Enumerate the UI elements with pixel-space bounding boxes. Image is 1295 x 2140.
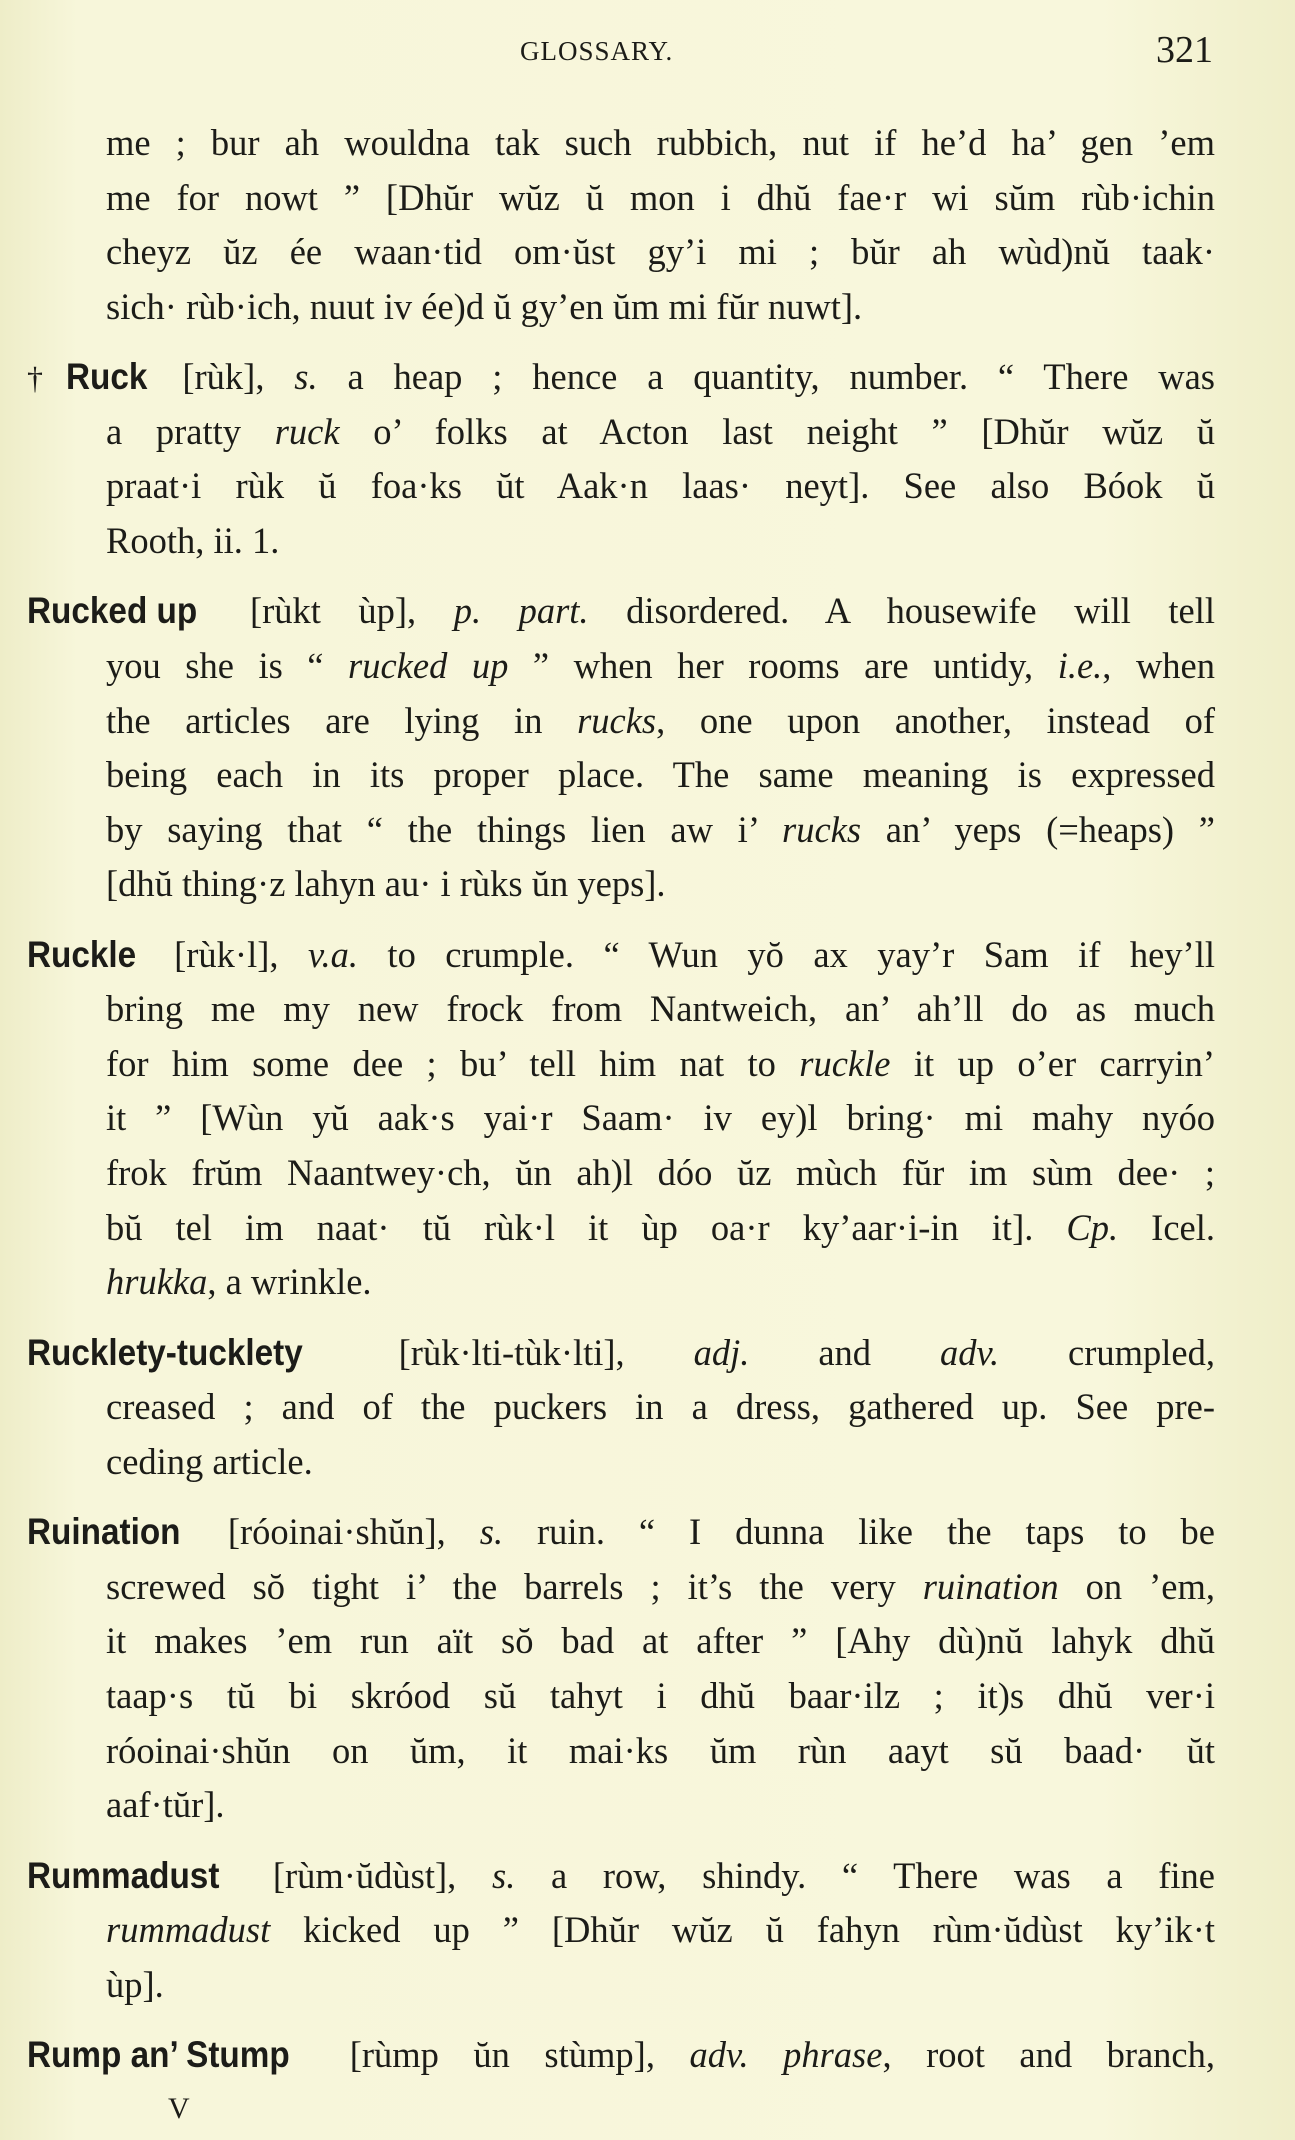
italic-text: s. [294,356,318,398]
text-line [27,1326,1215,1381]
text-run: , root and branch, [882,2034,1215,2076]
text-line [27,1669,1215,1724]
glossary-entry [27,2028,1215,2083]
text-run: ceding article. [106,1440,313,1482]
headword: Ruck [65,356,148,398]
text-run: crumpled, [999,1331,1216,1373]
italic-text: rummadust [106,1909,271,1951]
text-line [27,1435,1215,1490]
text-run: taap·s tŭ bi skróod sŭ tahyt i dhŭ baar·ilz ; it)s dhŭ ver·i [106,1675,1215,1717]
running-title: GLOSSARY. [520,36,674,66]
text-line [27,350,1215,405]
text-line [27,225,1215,280]
text-run: bŭ tel im naat· tŭ rùk·l it ùp oa·r ky’aar·i-in it]. [106,1206,1067,1248]
text-run: for him some dee ; bu’ tell him nat to [106,1042,800,1084]
italic-text: rucks [782,808,862,850]
text-run: on ’em, [1058,1565,1215,1607]
page-number: 321 [1156,29,1213,71]
glossary-entry [27,928,1215,1310]
text-run: the articles are lying in [106,699,578,741]
text-run: screwed sŏ tight i’ the barrels ; it’s the very [106,1565,923,1607]
dagger-mark: † [27,360,64,397]
text-run: you she is “ [106,644,349,686]
italic-text: i.e. [1057,644,1103,686]
text-run: and [749,1331,940,1373]
text-run: praat·i rùk ŭ foa·ks ŭt Aak·n laas· neyt]. See also Bóok ŭ [106,465,1215,507]
text-run: by saying that “ the things lien aw i’ [106,808,783,850]
italic-text: Cp. [1066,1206,1119,1248]
text-run: [róoinai·shŭn], [193,1511,480,1553]
glossary-entry [27,1849,1215,2013]
text-line [27,1560,1215,1615]
italic-text: hrukka [106,1261,208,1303]
text-line [27,1958,1215,2013]
text-line [27,803,1215,858]
text-run: [dhŭ thing·z lahyn au· i rùks ŭn yeps]. [106,863,666,905]
text-run: ” when her rooms are untidy, [508,644,1058,686]
text-run: Rooth, ii. 1. [106,519,280,561]
text-run: Icel. [1118,1206,1215,1248]
text-run: a row, shindy. “ There was a fine [515,1854,1215,1896]
text-run: it makes ’em run aït sŏ bad at after ” [Ahy dù)nŭ lahyk dhŭ [106,1620,1215,1662]
italic-text: rucked up [348,644,509,686]
text-line [27,748,1215,803]
signature-mark: V [168,2092,190,2125]
text-line [27,171,1215,226]
italic-text: s. [479,1511,504,1553]
text-run: being each in its proper place. The same meaning is expressed [106,754,1215,796]
text-line [27,639,1215,694]
glossary-body [27,116,1215,2083]
italic-text: ruination [922,1565,1059,1607]
text-line [27,514,1215,569]
text-line [27,405,1215,460]
text-line [27,1091,1215,1146]
text-line [27,1146,1215,1201]
text-line [27,1614,1215,1669]
text-run: o’ folks at Acton last neight ” [Dhŭr wŭz ŭ [339,410,1215,452]
running-head [0,30,1295,80]
text-line [27,1724,1215,1779]
text-run: ùp]. [106,1963,164,2005]
text-line [27,1201,1215,1256]
text-line [27,116,1215,171]
text-run: [rùk], [152,356,295,398]
text-line [27,280,1215,335]
italic-text: v.a. [307,933,358,975]
text-line [27,2028,1215,2083]
italic-text: rucks [577,699,657,741]
text-line [27,459,1215,514]
text-run: [rùk·l], [144,933,308,975]
text-run: creased ; and of the puckers in a dress, gathered up. See pre- [106,1386,1215,1428]
headword: Rucked up [27,590,198,632]
text-line [27,982,1215,1037]
text-run: to crumple. “ Wun yŏ ax yay’r Sam if hey’ll [357,933,1215,975]
text-run: it up o’er carryin’ [890,1042,1215,1084]
text-run: disordered. A housewife will tell [588,590,1215,632]
text-run: , a wrinkle. [207,1261,372,1303]
text-run: sich· rùb·ich, nuut iv ée)d ŭ gy’en ŭm mi fŭr nuwt]. [106,285,863,327]
text-run: ruin. “ I dunna like the taps to be [503,1511,1216,1553]
text-line [27,584,1215,639]
headword: Ruckle [27,933,137,975]
text-run: [rùk·lti-tùk·lti], [329,1331,694,1373]
text-run: me ; bur ah wouldna tak such rubbich, nut if he’d ha’ gen ’em [106,122,1215,163]
glossary-entry [27,1505,1215,1833]
text-line [27,928,1215,983]
text-line [27,1037,1215,1092]
text-line [27,1255,1215,1310]
text-run: aaf·tŭr]. [106,1784,225,1826]
text-run: cheyz ŭz ée waan·tid om·ŭst gy’i mi ; bŭr ah wùd)nŭ taak· [106,231,1215,273]
headword: Rummadust [27,1854,220,1896]
text-run: [rùkt ùp], [212,590,454,632]
italic-text: adv. [939,1331,1000,1373]
italic-text: adv. phrase [689,2034,883,2076]
text-line [27,1778,1215,1833]
text-line [27,1903,1215,1958]
text-run: , when [1102,644,1215,686]
glossary-entry-continued [27,116,1215,334]
italic-text: s. [491,1854,516,1896]
text-run: a heap ; hence a quantity, number. “ There was [317,356,1216,398]
text-line [27,1380,1215,1435]
text-run: an’ yeps (=heaps) ” [861,808,1215,850]
glossary-entry [27,1326,1215,1490]
text-run: me for nowt ” [Dhŭr wŭz ŭ mon i dhŭ fae·r wi sŭm rùb·ichin [106,176,1215,218]
text-line [27,1849,1215,1904]
headword: Rump an’ Stump [27,2034,290,2076]
glossary-entry [27,584,1215,912]
text-run: róoinai·shŭn on ŭm, it mai·ks ŭm rùn aayt sŭ baad· ŭt [106,1729,1215,1771]
text-run: frok frŭm Naantwey·ch, ŭn ah)l dóo ŭz mùch fŭr im sùm dee· ; [106,1152,1215,1194]
text-run: [rùmp ŭn stùmp], [315,2034,690,2076]
text-line [27,694,1215,749]
italic-text: ruck [274,410,340,452]
italic-text: adj. [693,1331,750,1373]
italic-text: ruckle [799,1042,891,1084]
headword: Rucklety-tucklety [27,1331,303,1373]
text-run: , one upon another, instead of [656,699,1215,741]
text-line [27,857,1215,912]
text-run: a pratty [106,410,275,452]
glossary-entry [27,350,1215,568]
text-run: [rùm·ŭdùst], [237,1854,492,1896]
headword: Ruination [27,1511,181,1553]
italic-text: p. part. [453,590,589,632]
text-run: bring me my new frock from Nantweich, an’ ah’ll do as much [106,988,1215,1030]
text-run: it ” [Wùn yŭ aak·s yai·r Saam· iv ey)l bring· mi mahy nyóo [106,1097,1215,1139]
text-run: kicked up ” [Dhŭr wŭz ŭ fahyn rùm·ŭdùst ky’ik·t [270,1909,1215,1951]
text-line [27,1505,1215,1560]
